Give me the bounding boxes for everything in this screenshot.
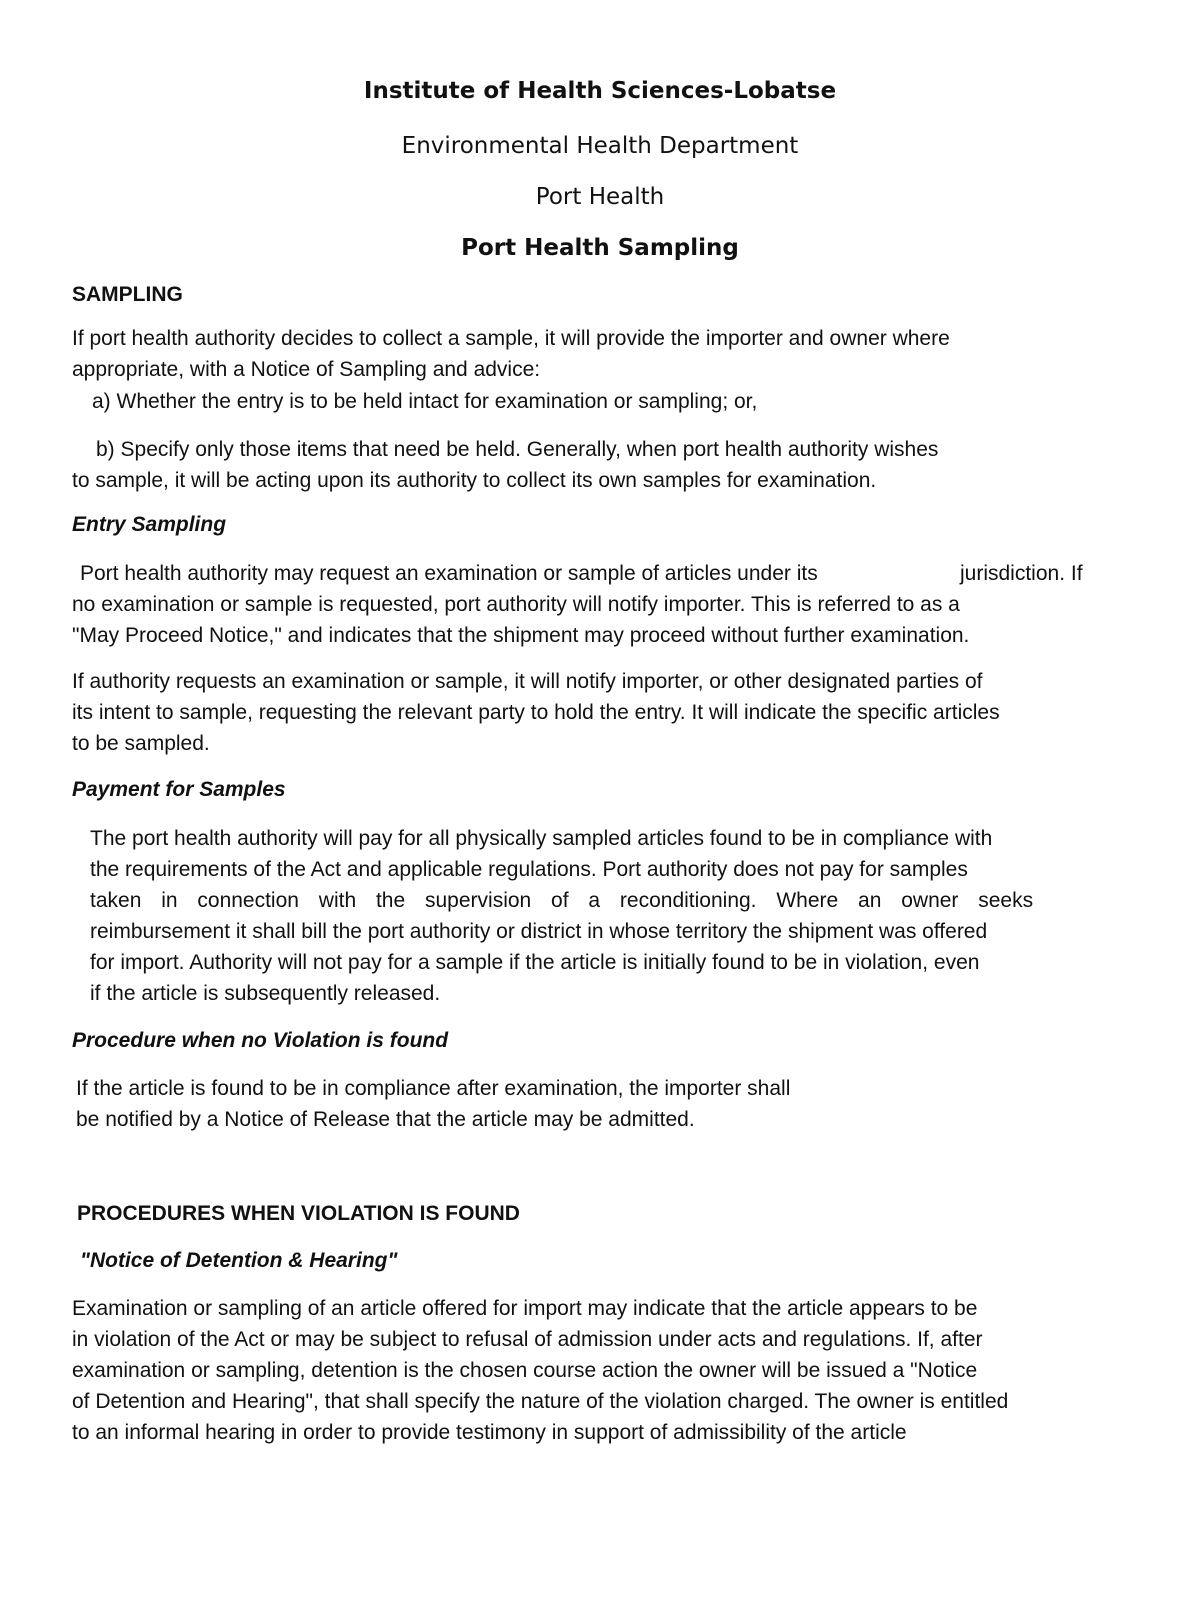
entry-sampling-line: no examination or sample is requested, port authority will notify importer. This is referred to as a [72,593,960,616]
entry-sampling-line: to be sampled. [72,732,210,755]
payment-line: reimbursement it shall bill the port authority or district in whose territory the shipment was offered [90,920,988,943]
sampling-item-b-line: to sample, it will be acting upon its authority to collect its own samples for examination. [72,469,877,492]
entry-sampling-line-start: Port health authority may request an examination or sample of articles under its [80,562,818,585]
payment-paragraph [90,823,1100,1009]
entry-sampling-paragraph-1 [72,558,1102,651]
no-violation-line: be notified by a Notice of Release that the article may be admitted. [76,1108,695,1131]
violation-line: to an informal hearing in order to provide testimony in support of admissibility of the article [72,1421,907,1444]
violation-line: examination or sampling, detention is the chosen course action the owner will be issued a "Notice [72,1359,978,1382]
department-title: Environmental Health Department [401,133,799,159]
no-violation-paragraph [76,1073,790,1135]
payment-line: if the article is subsequently released. [90,982,441,1005]
no-violation-heading: Procedure when no Violation is found [72,1029,449,1052]
sampling-intro-line: appropriate, with a Notice of Sampling and advice: [72,358,541,381]
sampling-item-b-line: b) Specify only those items that need be held. Generally, when port health authority wishes [96,438,939,461]
sampling-item-a: a) Whether the entry is to be held intact for examination or sampling; or, [92,390,758,413]
violation-line: in violation of the Act or may be subject to refusal of admission under acts and regulations. If, after [72,1328,983,1351]
entry-sampling-line [72,558,1102,589]
payment-heading: Payment for Samples [72,778,286,801]
no-violation-line: If the article is found to be in compliance after examination, the importer shall [76,1077,791,1100]
sampling-intro [72,323,1132,385]
violation-subheading: "Notice of Detention & Hearing" [80,1249,398,1272]
entry-sampling-line: If authority requests an examination or sample, it will notify importer, or other designated parties of [72,670,983,693]
sampling-intro-line: If port health authority decides to collect a sample, it will provide the importer and owner where [72,327,950,350]
payment-line: The port health authority will pay for all physically sampled articles found to be in compliance with [90,827,993,850]
violation-line: Examination or sampling of an article offered for import may indicate that the article appears to be [72,1297,978,1320]
violation-heading: PROCEDURES WHEN VIOLATION IS FOUND [77,1202,520,1225]
entry-sampling-line: "May Proceed Notice," and indicates that the shipment may proceed without further examination. [72,624,970,647]
payment-line: for import. Authority will not pay for a sample if the article is initially found to be in violation, even [90,951,980,974]
violation-paragraph [72,1293,1112,1448]
topic-title: Port Health Sampling [461,235,739,261]
unit-title: Port Health [535,184,665,210]
entry-sampling-paragraph-2 [72,666,1102,759]
payment-line: taken in connection with the supervision of a reconditioning. Where an owner seeks [90,889,1034,912]
sampling-heading: SAMPLING [72,283,183,306]
violation-line: of Detention and Hearing", that shall specify the nature of the violation charged. The owner is entitled [72,1390,1009,1413]
payment-line: the requirements of the Act and applicable regulations. Port authority does not pay for samples [90,858,968,881]
entry-sampling-line: its intent to sample, requesting the relevant party to hold the entry. It will indicate the specific articles [72,701,1000,724]
institute-title: Institute of Health Sciences-Lobatse [363,78,837,104]
entry-sampling-heading: Entry Sampling [72,513,227,536]
sampling-item-b [72,434,1132,496]
entry-sampling-line-end: jurisdiction. If [960,562,1083,585]
